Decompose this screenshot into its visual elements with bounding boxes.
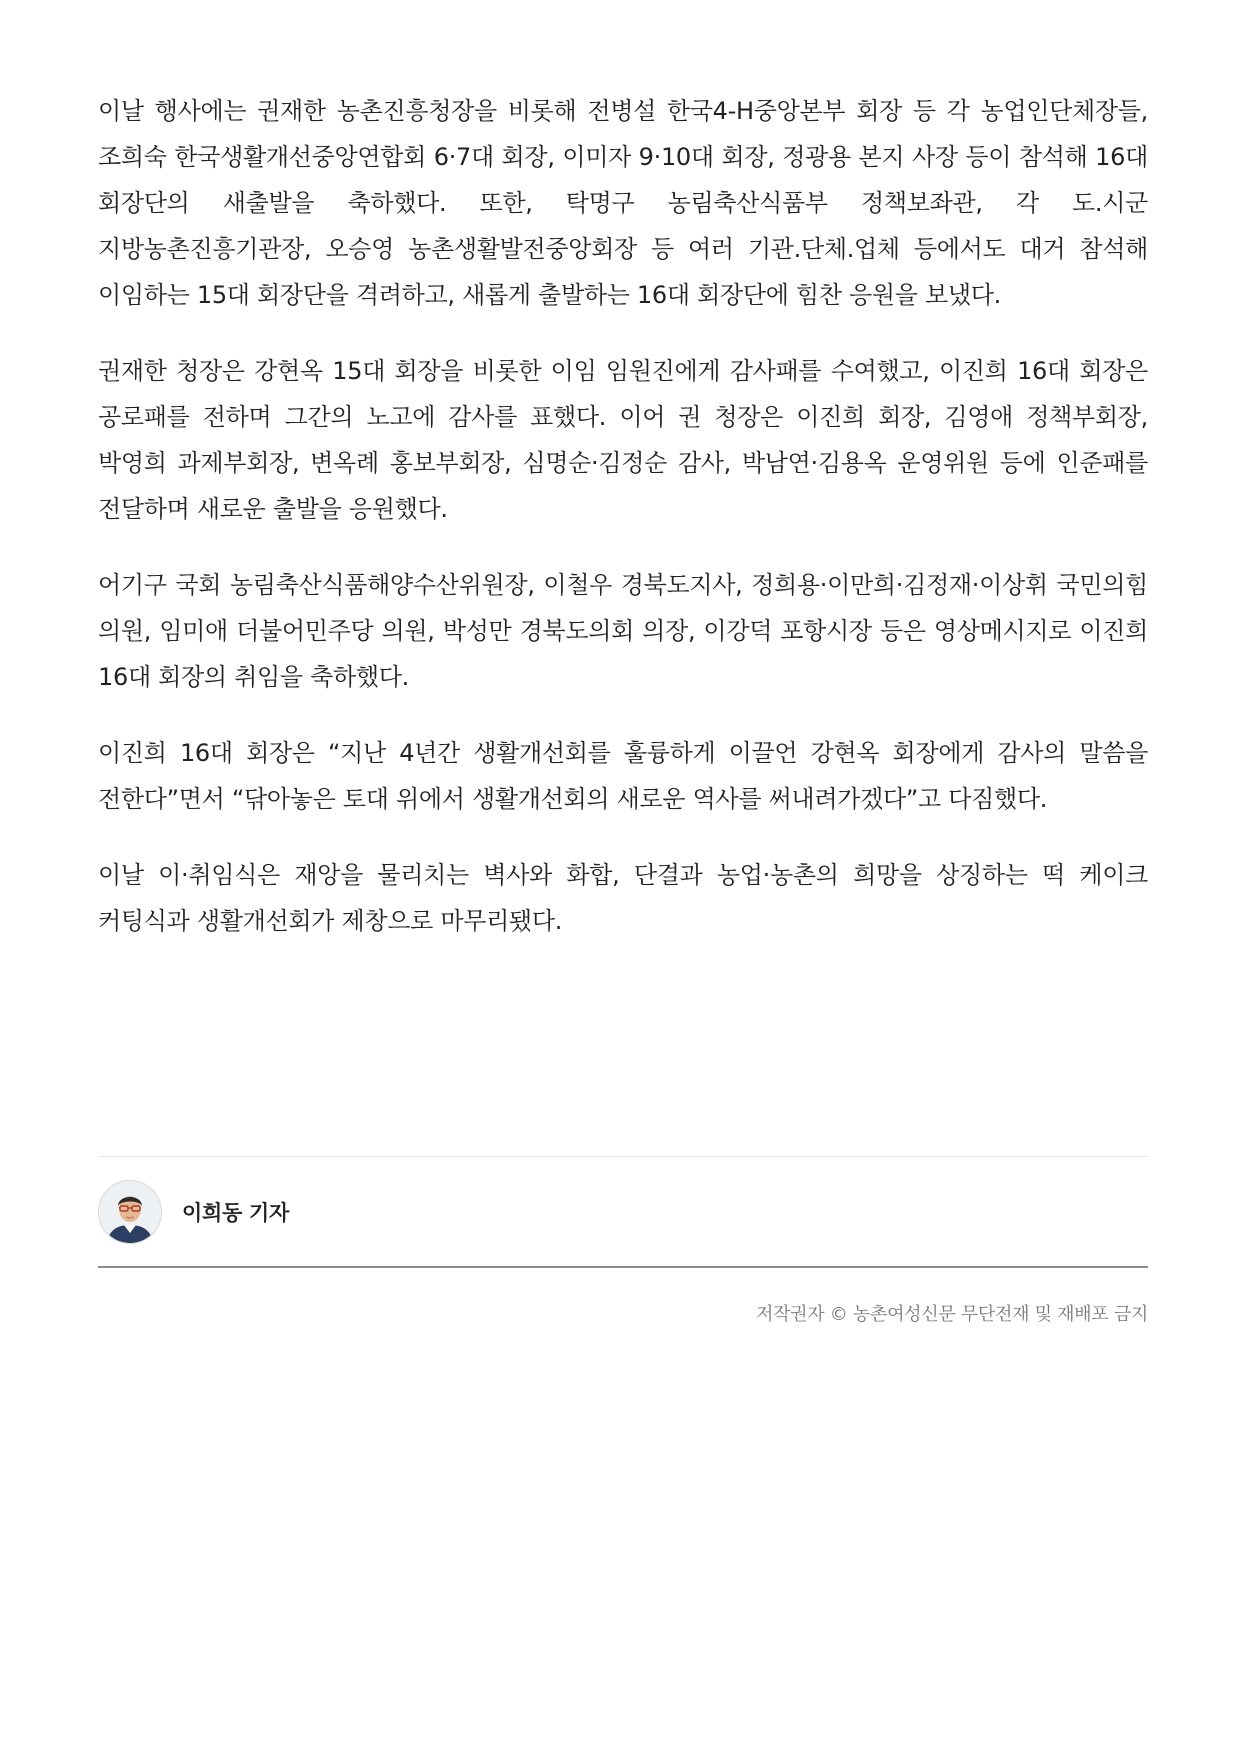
reporter-avatar[interactable]: [98, 1180, 162, 1244]
article-paragraph: 이날 행사에는 권재한 농촌진흥청장을 비롯해 전병설 한국4-H중앙본부 회장 등 각 농업인단체장들, 조희숙 한국생활개선중앙연합회 6·7대 회장, 이미자 9·10대 회장, 정광용 본지 사장 등이 참석해 16대 회장단의 새출발을 축하했다. 또한, 탁명구 농림축산식품부 정책보좌관, 각 도.시군 지방농촌진흥기관장, 오승영 농촌생활발전중앙회장 등 여러 기관.단체.업체 등에서도 대거 참석해 이임하는 15대 회장단을 격려하고, 새롭게 출발하는 16대 회장단에 힘찬 응원을 보냈다.: [98, 97, 1148, 309]
article-body: [98, 88, 1148, 974]
reporter-photo-icon: [99, 1181, 161, 1243]
copyright-notice: 저작권자 © 농촌여성신문 무단전재 및 재배포 금지: [756, 1304, 1148, 1325]
article-paragraph: 이진희 16대 회장은 “지난 4년간 생활개선회를 훌륭하게 이끌언 강현옥 회장에게 감사의 말씀을 전한다”면서 “닦아놓은 토대 위에서 생활개선회의 새로운 역사를 써내려가겠다”고 다짐했다.: [98, 739, 1148, 813]
reporter-byline: [98, 1156, 1148, 1268]
article-paragraph: 어기구 국회 농림축산식품해양수산위원장, 이철우 경북도지사, 정희용·이만희·김정재·이상휘 국민의힘 의원, 임미애 더불어민주당 의원, 박성만 경북도의회 의장, 이강덕 포항시장 등은 영상메시지로 이진희 16대 회장의 취임을 축하했다.: [98, 571, 1148, 691]
article-paragraph: 이날 이·취임식은 재앙을 물리치는 벽사와 화합, 단결과 농업·농촌의 희망을 상징하는 떡 케이크 커팅식과 생활개선회가 제창으로 마무리됐다.: [98, 861, 1148, 935]
article-paragraph: 권재한 청장은 강현옥 15대 회장을 비롯한 이임 임원진에게 감사패를 수여했고, 이진희 16대 회장은 공로패를 전하며 그간의 노고에 감사를 표했다. 이어 권 청장은 이진희 회장, 김영애 정책부회장, 박영희 과제부회장, 변옥례 홍보부회장, 심명순·김정순 감사, 박남연·김용옥 운영위원 등에 인준패를 전달하며 새로운 출발을 응원했다.: [98, 357, 1148, 523]
reporter-name[interactable]: 이희동 기자: [182, 1200, 289, 1225]
